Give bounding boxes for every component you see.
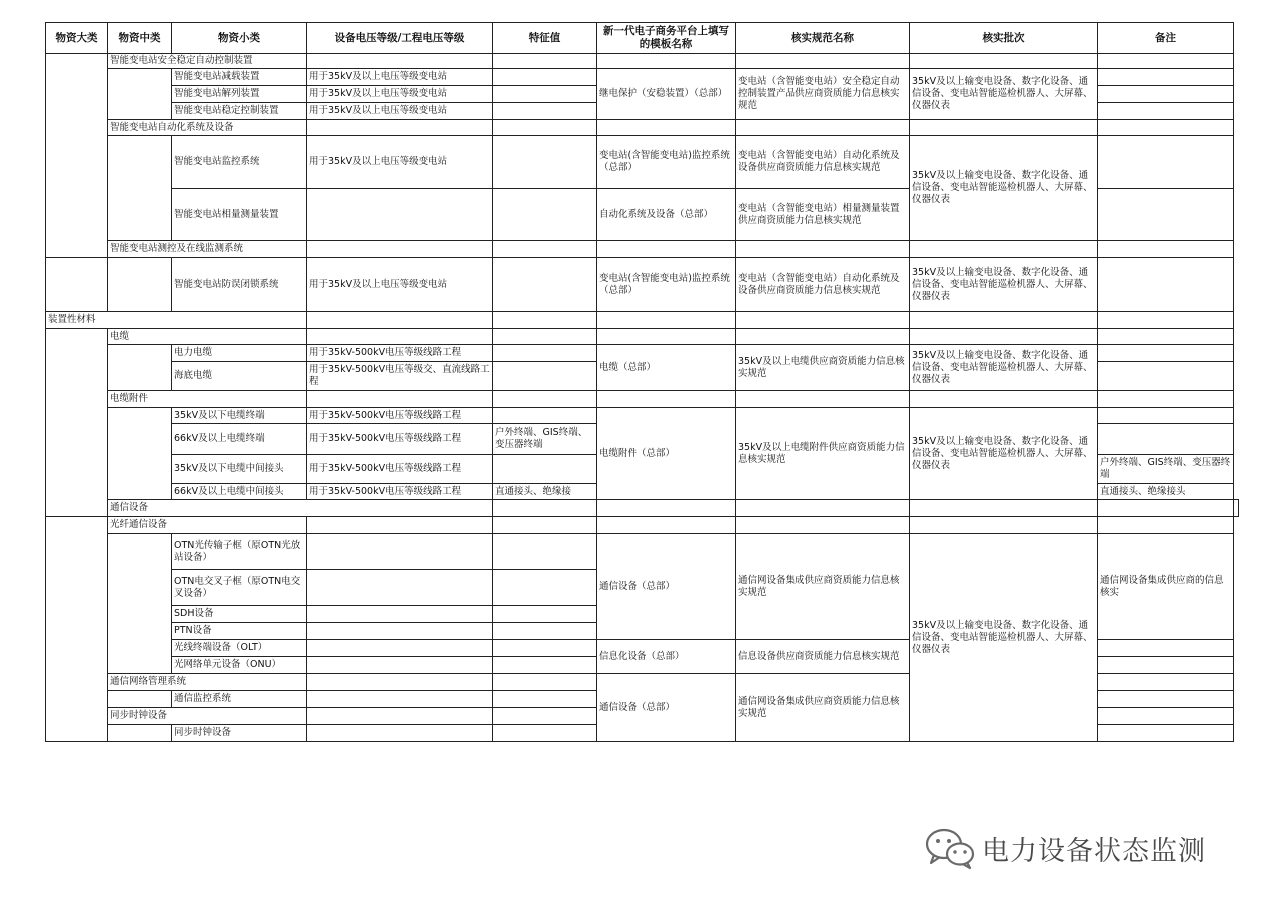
mid-category-cell: 智能变电站测控及在线监测系统 — [108, 241, 307, 258]
table-row — [46, 500, 1239, 517]
table-row — [46, 345, 1239, 362]
batch-cell: 35kV及以上输变电设备、数字化设备、通信设备、变电站智能巡检机器人、大屏幕、仪器仪表 — [910, 408, 1098, 500]
voltage-cell: 用于35kV及以上电压等级变电站 — [307, 69, 493, 86]
spec-cell: 变电站（含智能变电站）相量测量装置供应商资质能力信息核实规范 — [736, 189, 910, 241]
template-cell: 通信设备（总部） — [597, 674, 736, 742]
mid-category-cell: 智能变电站自动化系统及设备 — [108, 120, 307, 136]
mid-category-cell: 电缆附件 — [108, 391, 307, 408]
remark-cell: 通信网设备集成供应商的信息核实 — [1098, 534, 1234, 640]
batch-cell: 35kV及以上输变电设备、数字化设备、通信设备、变电站智能巡检机器人、大屏幕、仪器仪表 — [910, 534, 1098, 742]
mid-category-cell: 电缆 — [108, 329, 307, 345]
spec-cell: 变电站（含智能变电站）自动化系统及设备供应商资质能力信息核实规范 — [736, 136, 910, 189]
wechat-icon — [922, 826, 978, 870]
sub-category-cell: 海底电缆 — [172, 362, 307, 391]
mid-category-cell: 智能变电站安全稳定自动控制装置 — [108, 54, 307, 69]
table-row — [46, 391, 1239, 408]
spec-cell: 通信网设备集成供应商资质能力信息核实规范 — [736, 674, 910, 742]
remark-cell: 户外终端、GIS终端、变压器终端 — [1098, 455, 1234, 484]
header-template-name: 新一代电子商务平台上填写的模板名称 — [597, 23, 736, 54]
mid-category-cell: 通信网络管理系统 — [108, 674, 307, 691]
voltage-cell: 用于35kV-500kV电压等级线路工程 — [307, 424, 493, 455]
table-row — [46, 329, 1239, 345]
spec-cell: 35kV及以上电缆供应商资质能力信息核实规范 — [736, 345, 910, 391]
template-cell: 继电保护（安稳装置）（总部） — [597, 69, 736, 120]
table-row — [46, 136, 1239, 189]
watermark-text: 电力设备状态监测 — [982, 835, 1206, 867]
voltage-cell: 用于35kV及以上电压等级变电站 — [307, 258, 493, 312]
table-row — [46, 241, 1239, 258]
table-row — [46, 258, 1239, 312]
major-category-cell — [46, 54, 108, 258]
template-cell: 信息化设备（总部） — [597, 640, 736, 674]
mid-category-cell: 同步时钟设备 — [108, 708, 307, 725]
spec-cell: 变电站（含智能变电站）安全稳定自动控制装置产品供应商资质能力信息核实规范 — [736, 69, 910, 120]
voltage-cell: 用于35kV-500kV电压等级线路工程 — [307, 408, 493, 424]
header-feature-value: 特征值 — [493, 23, 597, 54]
sub-category-cell: OTN光传输子框（原OTN光放站设备） — [172, 534, 307, 570]
sub-category-cell: 智能变电站减载装置 — [172, 69, 307, 86]
sub-category-cell: 智能变电站防误闭锁系统 — [172, 258, 307, 312]
voltage-cell: 用于35kV及以上电压等级变电站 — [307, 103, 493, 120]
spec-cell: 35kV及以上电缆附件供应商资质能力信息核实规范 — [736, 408, 910, 500]
sub-category-cell: 通信监控系统 — [172, 691, 307, 708]
mid-category-cell: 光纤通信设备 — [108, 517, 307, 534]
template-cell: 变电站(含智能变电站)监控系统（总部） — [597, 258, 736, 312]
voltage-cell: 用于35kV-500kV电压等级线路工程 — [307, 484, 493, 500]
sub-category-cell: 66kV及以上电缆中间接头 — [172, 484, 307, 500]
watermark — [922, 826, 1206, 870]
template-cell: 电缆（总部） — [597, 345, 736, 391]
sub-category-cell: OTN电交叉子框（原OTN电交叉设备） — [172, 570, 307, 606]
spec-cell: 信息设备供应商资质能力信息核实规范 — [736, 640, 910, 674]
header-voltage-level: 设备电压等级/工程电压等级 — [307, 23, 493, 54]
sub-category-cell: 电力电缆 — [172, 345, 307, 362]
batch-cell: 35kV及以上输变电设备、数字化设备、通信设备、变电站智能巡检机器人、大屏幕、仪器仪表 — [910, 345, 1098, 391]
batch-cell: 35kV及以上输变电设备、数字化设备、通信设备、变电站智能巡检机器人、大屏幕、仪器仪表 — [910, 258, 1098, 312]
sub-category-cell: SDH设备 — [172, 606, 307, 623]
spec-cell: 变电站（含智能变电站）自动化系统及设备供应商资质能力信息核实规范 — [736, 258, 910, 312]
voltage-cell: 用于35kV-500kV电压等级线路工程 — [307, 345, 493, 362]
batch-cell: 35kV及以上输变电设备、数字化设备、通信设备、变电站智能巡检机器人、大屏幕、仪器仪表 — [910, 69, 1098, 120]
header-remark: 备注 — [1098, 23, 1234, 54]
table-row — [46, 408, 1239, 424]
template-cell: 电缆附件（总部） — [597, 408, 736, 500]
feature-cell: 直通接头、绝缘接 — [493, 484, 597, 500]
header-mid-category: 物资中类 — [108, 23, 172, 54]
header-spec-name: 核实规范名称 — [736, 23, 910, 54]
major-category-cell: 装置性材料 — [46, 312, 307, 329]
voltage-cell: 用于35kV-500kV电压等级线路工程 — [307, 455, 493, 484]
table-row — [46, 69, 1239, 86]
table-row — [46, 517, 1239, 534]
template-cell: 通信设备（总部） — [597, 534, 736, 640]
header-major-category: 物资大类 — [46, 23, 108, 54]
sub-category-cell: 35kV及以下电缆终端 — [172, 408, 307, 424]
header-sub-category: 物资小类 — [172, 23, 307, 54]
sub-category-cell: 66kV及以上电缆终端 — [172, 424, 307, 455]
template-cell: 变电站(含智能变电站)监控系统（总部） — [597, 136, 736, 189]
template-cell: 自动化系统及设备（总部） — [597, 189, 736, 241]
sub-category-cell: 35kV及以下电缆中间接头 — [172, 455, 307, 484]
table-row — [46, 312, 1239, 329]
header-row — [46, 23, 1239, 54]
sub-category-cell: 智能变电站稳定控制装置 — [172, 103, 307, 120]
voltage-cell: 用于35kV-500kV电压等级交、直流线路工程 — [307, 362, 493, 391]
sub-category-cell: PTN设备 — [172, 623, 307, 640]
table-row — [46, 54, 1239, 69]
spec-cell: 通信网设备集成供应商资质能力信息核实规范 — [736, 534, 910, 640]
batch-cell: 35kV及以上输变电设备、数字化设备、通信设备、变电站智能巡检机器人、大屏幕、仪器仪表 — [910, 136, 1098, 241]
sub-category-cell: 同步时钟设备 — [172, 725, 307, 742]
major-category-cell: 通信设备 — [108, 500, 493, 517]
sub-category-cell: 光网络单元设备（ONU） — [172, 657, 307, 674]
sub-category-cell: 智能变电站监控系统 — [172, 136, 307, 189]
header-batch: 核实批次 — [910, 23, 1098, 54]
material-verification-table — [45, 22, 1239, 742]
sub-category-cell: 光线终端设备（OLT） — [172, 640, 307, 657]
table-row — [46, 120, 1239, 136]
table-row — [46, 534, 1239, 570]
feature-cell: 户外终端、GIS终端、变压器终端 — [493, 424, 597, 455]
sub-category-cell: 智能变电站相量测量装置 — [172, 189, 307, 241]
remark-cell: 直通接头、绝缘接头 — [1098, 484, 1234, 500]
sub-category-cell: 智能变电站解列装置 — [172, 86, 307, 103]
voltage-cell: 用于35kV及以上电压等级变电站 — [307, 86, 493, 103]
voltage-cell: 用于35kV及以上电压等级变电站 — [307, 136, 493, 189]
